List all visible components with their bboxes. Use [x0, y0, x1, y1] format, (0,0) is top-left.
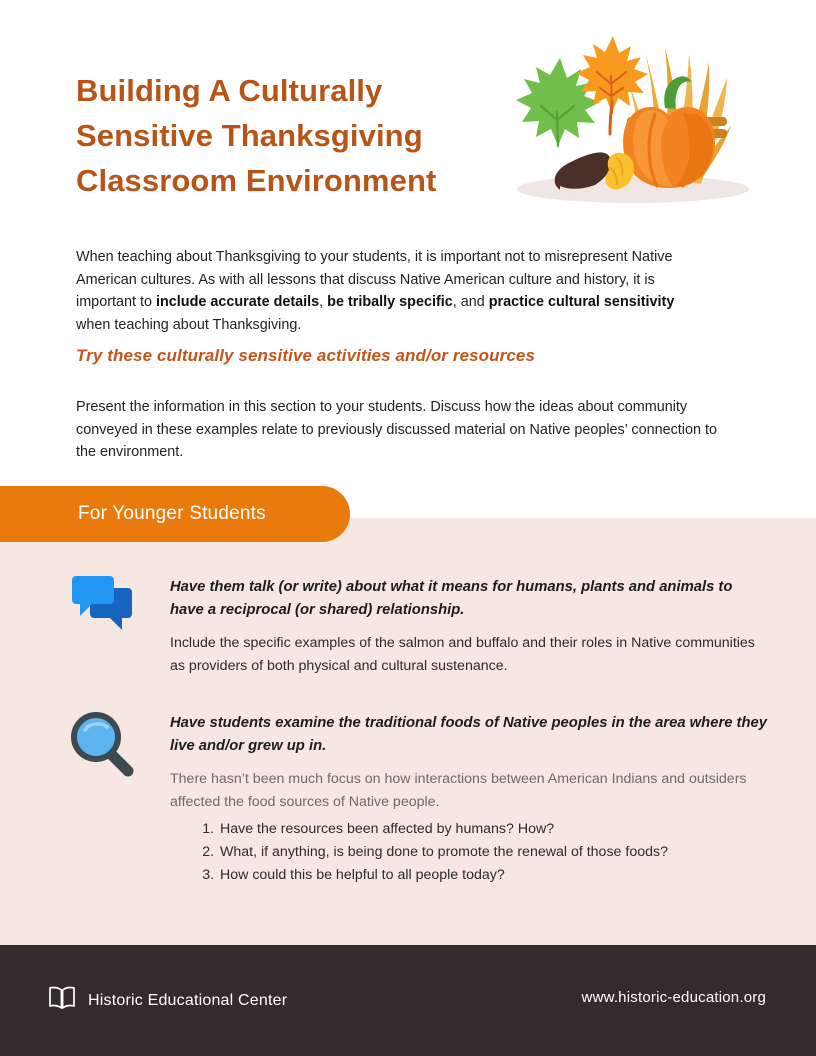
section-subheading: Try these culturally sensitive activities and/or resources — [76, 346, 536, 365]
page-title-line-2: Sensitive Thanksgiving — [76, 118, 423, 153]
list-item: 2. What, if anything, is being done to promote the renewal of those foods? — [218, 841, 770, 864]
page-title — [76, 68, 496, 203]
activity-description: There hasn’t been much focus on how interactions between American Indians and outsiders affected the food sources of Native people. — [170, 771, 747, 810]
page-footer — [0, 945, 816, 1056]
intro-part-end: when teaching about Thanksgiving. — [76, 316, 302, 333]
open-book-icon — [48, 985, 76, 1016]
activity-body — [170, 708, 770, 887]
page-title-line-3: Classroom Environment — [76, 163, 437, 198]
intro-bold-1: include accurate details — [156, 294, 320, 311]
header-section — [0, 0, 816, 470]
activity-item — [70, 572, 770, 678]
speech-bubbles-icon — [70, 572, 170, 636]
activity-title: Have students examine the traditional foods of Native peoples in the area where they live and/or grew up in. — [170, 715, 767, 754]
footer-brand-group — [48, 985, 287, 1016]
intro-sep-2: , and — [452, 294, 489, 311]
activity-description: Include the specific examples of the salmon and buffalo and their roles in Native communities as providers of both physical and cultural sustenance. — [170, 635, 755, 674]
intro-paragraph — [76, 246, 706, 336]
autumn-harvest-illustration — [505, 22, 755, 212]
list-item: 3. How could this be helpful to all people today? — [218, 864, 770, 887]
magnifying-glass-icon — [70, 708, 170, 778]
pumpkin — [623, 76, 715, 188]
activity-body — [170, 572, 770, 678]
activity-item — [70, 708, 770, 887]
activity-title: Have them talk (or write) about what it means for humans, plants and animals to have a reciprocal (or shared) relationship. — [170, 579, 733, 618]
intro-paragraph-secondary: Present the information in this section to your students. Discuss how the ideas about community conveyed in these examples relate to previously discussed material on Native peoples’ connection to the environment. — [76, 399, 718, 461]
page-title-line-1: Building A Culturally — [76, 73, 383, 108]
list-item: 1. Have the resources been affected by humans? How? — [218, 818, 770, 841]
footer-website-url[interactable]: www.historic-education.org — [581, 989, 766, 1006]
intro-bold-3: practice cultural sensitivity — [488, 294, 675, 311]
intro-bold-2: be tribally specific — [327, 294, 453, 311]
intro-part-1: When teaching about Thanksgiving to your students, it is important not to misrepresent Native American cultures. As with all lessons that discuss Native American culture and history, it is important to — [76, 249, 673, 311]
activity-question-list — [170, 818, 770, 887]
section-banner — [0, 486, 350, 542]
intro-sep-1: , — [319, 294, 328, 311]
footer-brand-name: Historic Educational Center — [88, 991, 288, 1009]
section-banner-label: For Younger Students — [78, 503, 266, 524]
